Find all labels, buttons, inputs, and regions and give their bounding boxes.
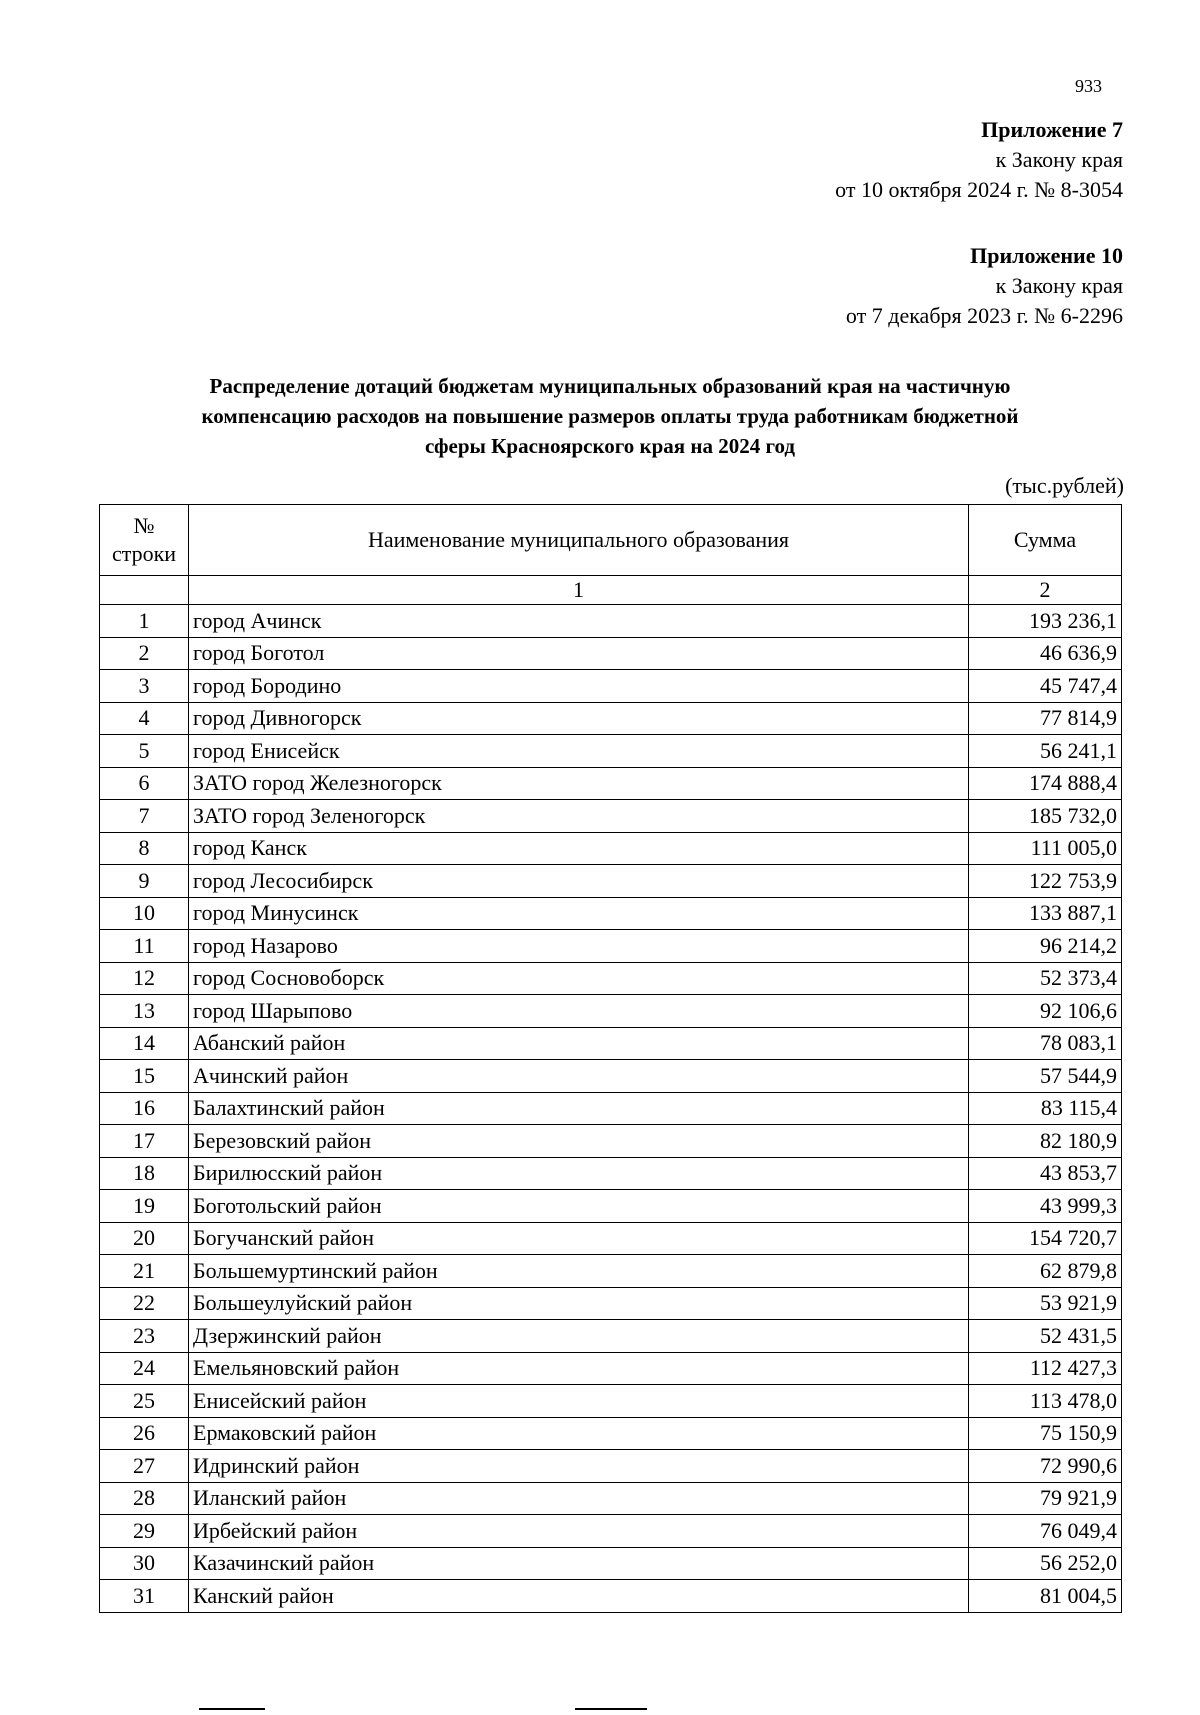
sum-amount: 77 814,9 bbox=[969, 702, 1122, 735]
municipality-name: город Назарово bbox=[189, 930, 969, 963]
row-number: 3 bbox=[100, 670, 189, 703]
row-number: 26 bbox=[100, 1417, 189, 1450]
sum-amount: 113 478,0 bbox=[969, 1385, 1122, 1418]
row-number: 31 bbox=[100, 1580, 189, 1613]
table-row bbox=[100, 897, 1122, 930]
table-header-row bbox=[100, 505, 1122, 576]
table-row bbox=[100, 1515, 1122, 1548]
table-row bbox=[100, 1125, 1122, 1158]
table-row bbox=[100, 800, 1122, 833]
title-line: компенсацию расходов на повышение размеров оплаты труда работникам бюджетной bbox=[201, 404, 1019, 428]
table-row bbox=[100, 702, 1122, 735]
header-sum: Сумма bbox=[969, 505, 1122, 576]
sum-amount: 56 241,1 bbox=[969, 735, 1122, 768]
table-row bbox=[100, 1287, 1122, 1320]
sum-amount: 45 747,4 bbox=[969, 670, 1122, 703]
municipality-name: Большемуртинский район bbox=[189, 1255, 969, 1288]
municipality-name: город Ачинск bbox=[189, 605, 969, 638]
municipality-name: Бирилюсский район bbox=[189, 1157, 969, 1190]
table-column-number-row bbox=[100, 576, 1122, 605]
sum-amount: 52 373,4 bbox=[969, 962, 1122, 995]
header-municipality-name: Наименование муниципального образования bbox=[189, 505, 969, 576]
title-line: Распределение дотаций бюджетам муниципальных образований края на частичную bbox=[209, 374, 1011, 398]
row-number: 7 bbox=[100, 800, 189, 833]
row-number: 1 bbox=[100, 605, 189, 638]
row-number: 27 bbox=[100, 1450, 189, 1483]
row-number: 29 bbox=[100, 1515, 189, 1548]
sum-amount: 78 083,1 bbox=[969, 1027, 1122, 1060]
annex-original-block bbox=[846, 241, 1123, 331]
document-title bbox=[100, 371, 1120, 461]
sum-amount: 112 427,3 bbox=[969, 1352, 1122, 1385]
municipality-name: город Минусинск bbox=[189, 897, 969, 930]
municipality-name: Ирбейский район bbox=[189, 1515, 969, 1548]
header-num-word: строки bbox=[111, 541, 177, 566]
table-row bbox=[100, 1255, 1122, 1288]
municipality-name: Абанский район bbox=[189, 1027, 969, 1060]
municipality-name: ЗАТО город Зеленогорск bbox=[189, 800, 969, 833]
row-number: 2 bbox=[100, 637, 189, 670]
table-row bbox=[100, 962, 1122, 995]
table-row bbox=[100, 1320, 1122, 1353]
sum-amount: 46 636,9 bbox=[969, 637, 1122, 670]
annex-current-title: Приложение 7 bbox=[981, 117, 1123, 142]
column-number-cell: 2 bbox=[969, 576, 1122, 605]
row-number: 15 bbox=[100, 1060, 189, 1093]
table-row bbox=[100, 1417, 1122, 1450]
municipality-name: Балахтинский район bbox=[189, 1092, 969, 1125]
row-number: 30 bbox=[100, 1547, 189, 1580]
table-row bbox=[100, 995, 1122, 1028]
row-number: 16 bbox=[100, 1092, 189, 1125]
annex-original-law-date: от 7 декабря 2023 г. № 6-2296 bbox=[845, 303, 1123, 328]
municipality-name: город Сосновоборск bbox=[189, 962, 969, 995]
municipality-name: Емельяновский район bbox=[189, 1352, 969, 1385]
municipality-name: город Енисейск bbox=[189, 735, 969, 768]
row-number: 18 bbox=[100, 1157, 189, 1190]
table-row bbox=[100, 832, 1122, 865]
sum-amount: 72 990,6 bbox=[969, 1450, 1122, 1483]
row-number: 9 bbox=[100, 865, 189, 898]
sum-amount: 57 544,9 bbox=[969, 1060, 1122, 1093]
table-row bbox=[100, 735, 1122, 768]
sum-amount: 52 431,5 bbox=[969, 1320, 1122, 1353]
sum-amount: 56 252,0 bbox=[969, 1547, 1122, 1580]
row-number: 17 bbox=[100, 1125, 189, 1158]
row-number: 4 bbox=[100, 702, 189, 735]
table-row bbox=[100, 1222, 1122, 1255]
sum-amount: 92 106,6 bbox=[969, 995, 1122, 1028]
table-row bbox=[100, 1352, 1122, 1385]
municipality-name: Канский район bbox=[189, 1580, 969, 1613]
table-row bbox=[100, 1092, 1122, 1125]
municipality-name: Ермаковский район bbox=[189, 1417, 969, 1450]
municipality-name: Идринский район bbox=[189, 1450, 969, 1483]
table-row bbox=[100, 1385, 1122, 1418]
row-number: 10 bbox=[100, 897, 189, 930]
table-row bbox=[100, 1450, 1122, 1483]
sum-amount: 43 853,7 bbox=[969, 1157, 1122, 1190]
sum-amount: 96 214,2 bbox=[969, 930, 1122, 963]
municipality-name: Боготольский район bbox=[189, 1190, 969, 1223]
annex-current-law-date: от 10 октября 2024 г. № 8-3054 bbox=[835, 177, 1123, 202]
header-row-number bbox=[100, 505, 189, 576]
table-row bbox=[100, 1190, 1122, 1223]
sum-amount: 75 150,9 bbox=[969, 1417, 1122, 1450]
sum-amount: 43 999,3 bbox=[969, 1190, 1122, 1223]
sum-amount: 53 921,9 bbox=[969, 1287, 1122, 1320]
municipality-name: Енисейский район bbox=[189, 1385, 969, 1418]
sum-amount: 185 732,0 bbox=[969, 800, 1122, 833]
row-number: 13 bbox=[100, 995, 189, 1028]
municipality-name: Большеулуйский район bbox=[189, 1287, 969, 1320]
sum-amount: 82 180,9 bbox=[969, 1125, 1122, 1158]
distribution-table bbox=[99, 504, 1122, 1613]
annex-original-law-ref: к Закону края bbox=[995, 273, 1123, 298]
municipality-name: город Шарыпово bbox=[189, 995, 969, 1028]
table-row bbox=[100, 605, 1122, 638]
sum-amount: 133 887,1 bbox=[969, 897, 1122, 930]
table-row bbox=[100, 1060, 1122, 1093]
annex-current-law-ref: к Закону края bbox=[995, 147, 1123, 172]
title-line: сферы Красноярского края на 2024 год bbox=[424, 434, 796, 458]
table-row bbox=[100, 767, 1122, 800]
municipality-name: Богучанский район bbox=[189, 1222, 969, 1255]
row-number: 25 bbox=[100, 1385, 189, 1418]
table-row bbox=[100, 637, 1122, 670]
municipality-name: город Дивногорск bbox=[189, 702, 969, 735]
sum-amount: 81 004,5 bbox=[969, 1580, 1122, 1613]
row-number: 28 bbox=[100, 1482, 189, 1515]
sum-amount: 76 049,4 bbox=[969, 1515, 1122, 1548]
table-row bbox=[100, 670, 1122, 703]
table-row bbox=[100, 930, 1122, 963]
row-number: 8 bbox=[100, 832, 189, 865]
municipality-name: ЗАТО город Железногорск bbox=[189, 767, 969, 800]
page-number: 933 bbox=[1075, 76, 1102, 96]
table-row bbox=[100, 1027, 1122, 1060]
row-number: 22 bbox=[100, 1287, 189, 1320]
table-row bbox=[100, 1547, 1122, 1580]
column-number-cell: 1 bbox=[189, 576, 969, 605]
municipality-name: Ачинский район bbox=[189, 1060, 969, 1093]
municipality-name: город Лесосибирск bbox=[189, 865, 969, 898]
municipality-name: город Бородино bbox=[189, 670, 969, 703]
sum-amount: 79 921,9 bbox=[969, 1482, 1122, 1515]
municipality-name: город Боготол bbox=[189, 637, 969, 670]
annex-original-title: Приложение 10 bbox=[970, 243, 1123, 268]
column-number-cell bbox=[100, 576, 189, 605]
units-label: (тыс.рублей) bbox=[1005, 473, 1124, 498]
row-number: 23 bbox=[100, 1320, 189, 1353]
table-row bbox=[100, 865, 1122, 898]
municipality-name: Иланский район bbox=[189, 1482, 969, 1515]
signature-line bbox=[199, 1708, 265, 1710]
row-number: 24 bbox=[100, 1352, 189, 1385]
municipality-name: Березовский район bbox=[189, 1125, 969, 1158]
sum-amount: 62 879,8 bbox=[969, 1255, 1122, 1288]
municipality-name: Дзержинский район bbox=[189, 1320, 969, 1353]
signature-line bbox=[575, 1708, 647, 1710]
row-number: 12 bbox=[100, 962, 189, 995]
annex-current-block bbox=[835, 115, 1123, 205]
sum-amount: 111 005,0 bbox=[969, 832, 1122, 865]
sum-amount: 174 888,4 bbox=[969, 767, 1122, 800]
table-row bbox=[100, 1157, 1122, 1190]
table-row bbox=[100, 1580, 1122, 1613]
row-number: 11 bbox=[100, 930, 189, 963]
row-number: 5 bbox=[100, 735, 189, 768]
sum-amount: 122 753,9 bbox=[969, 865, 1122, 898]
sum-amount: 193 236,1 bbox=[969, 605, 1122, 638]
row-number: 20 bbox=[100, 1222, 189, 1255]
municipality-name: город Канск bbox=[189, 832, 969, 865]
municipality-name: Казачинский район bbox=[189, 1547, 969, 1580]
sum-amount: 83 115,4 bbox=[969, 1092, 1122, 1125]
row-number: 19 bbox=[100, 1190, 189, 1223]
row-number: 6 bbox=[100, 767, 189, 800]
sum-amount: 154 720,7 bbox=[969, 1222, 1122, 1255]
row-number: 14 bbox=[100, 1027, 189, 1060]
row-number: 21 bbox=[100, 1255, 189, 1288]
header-num-symbol: № bbox=[133, 513, 155, 538]
table-row bbox=[100, 1482, 1122, 1515]
